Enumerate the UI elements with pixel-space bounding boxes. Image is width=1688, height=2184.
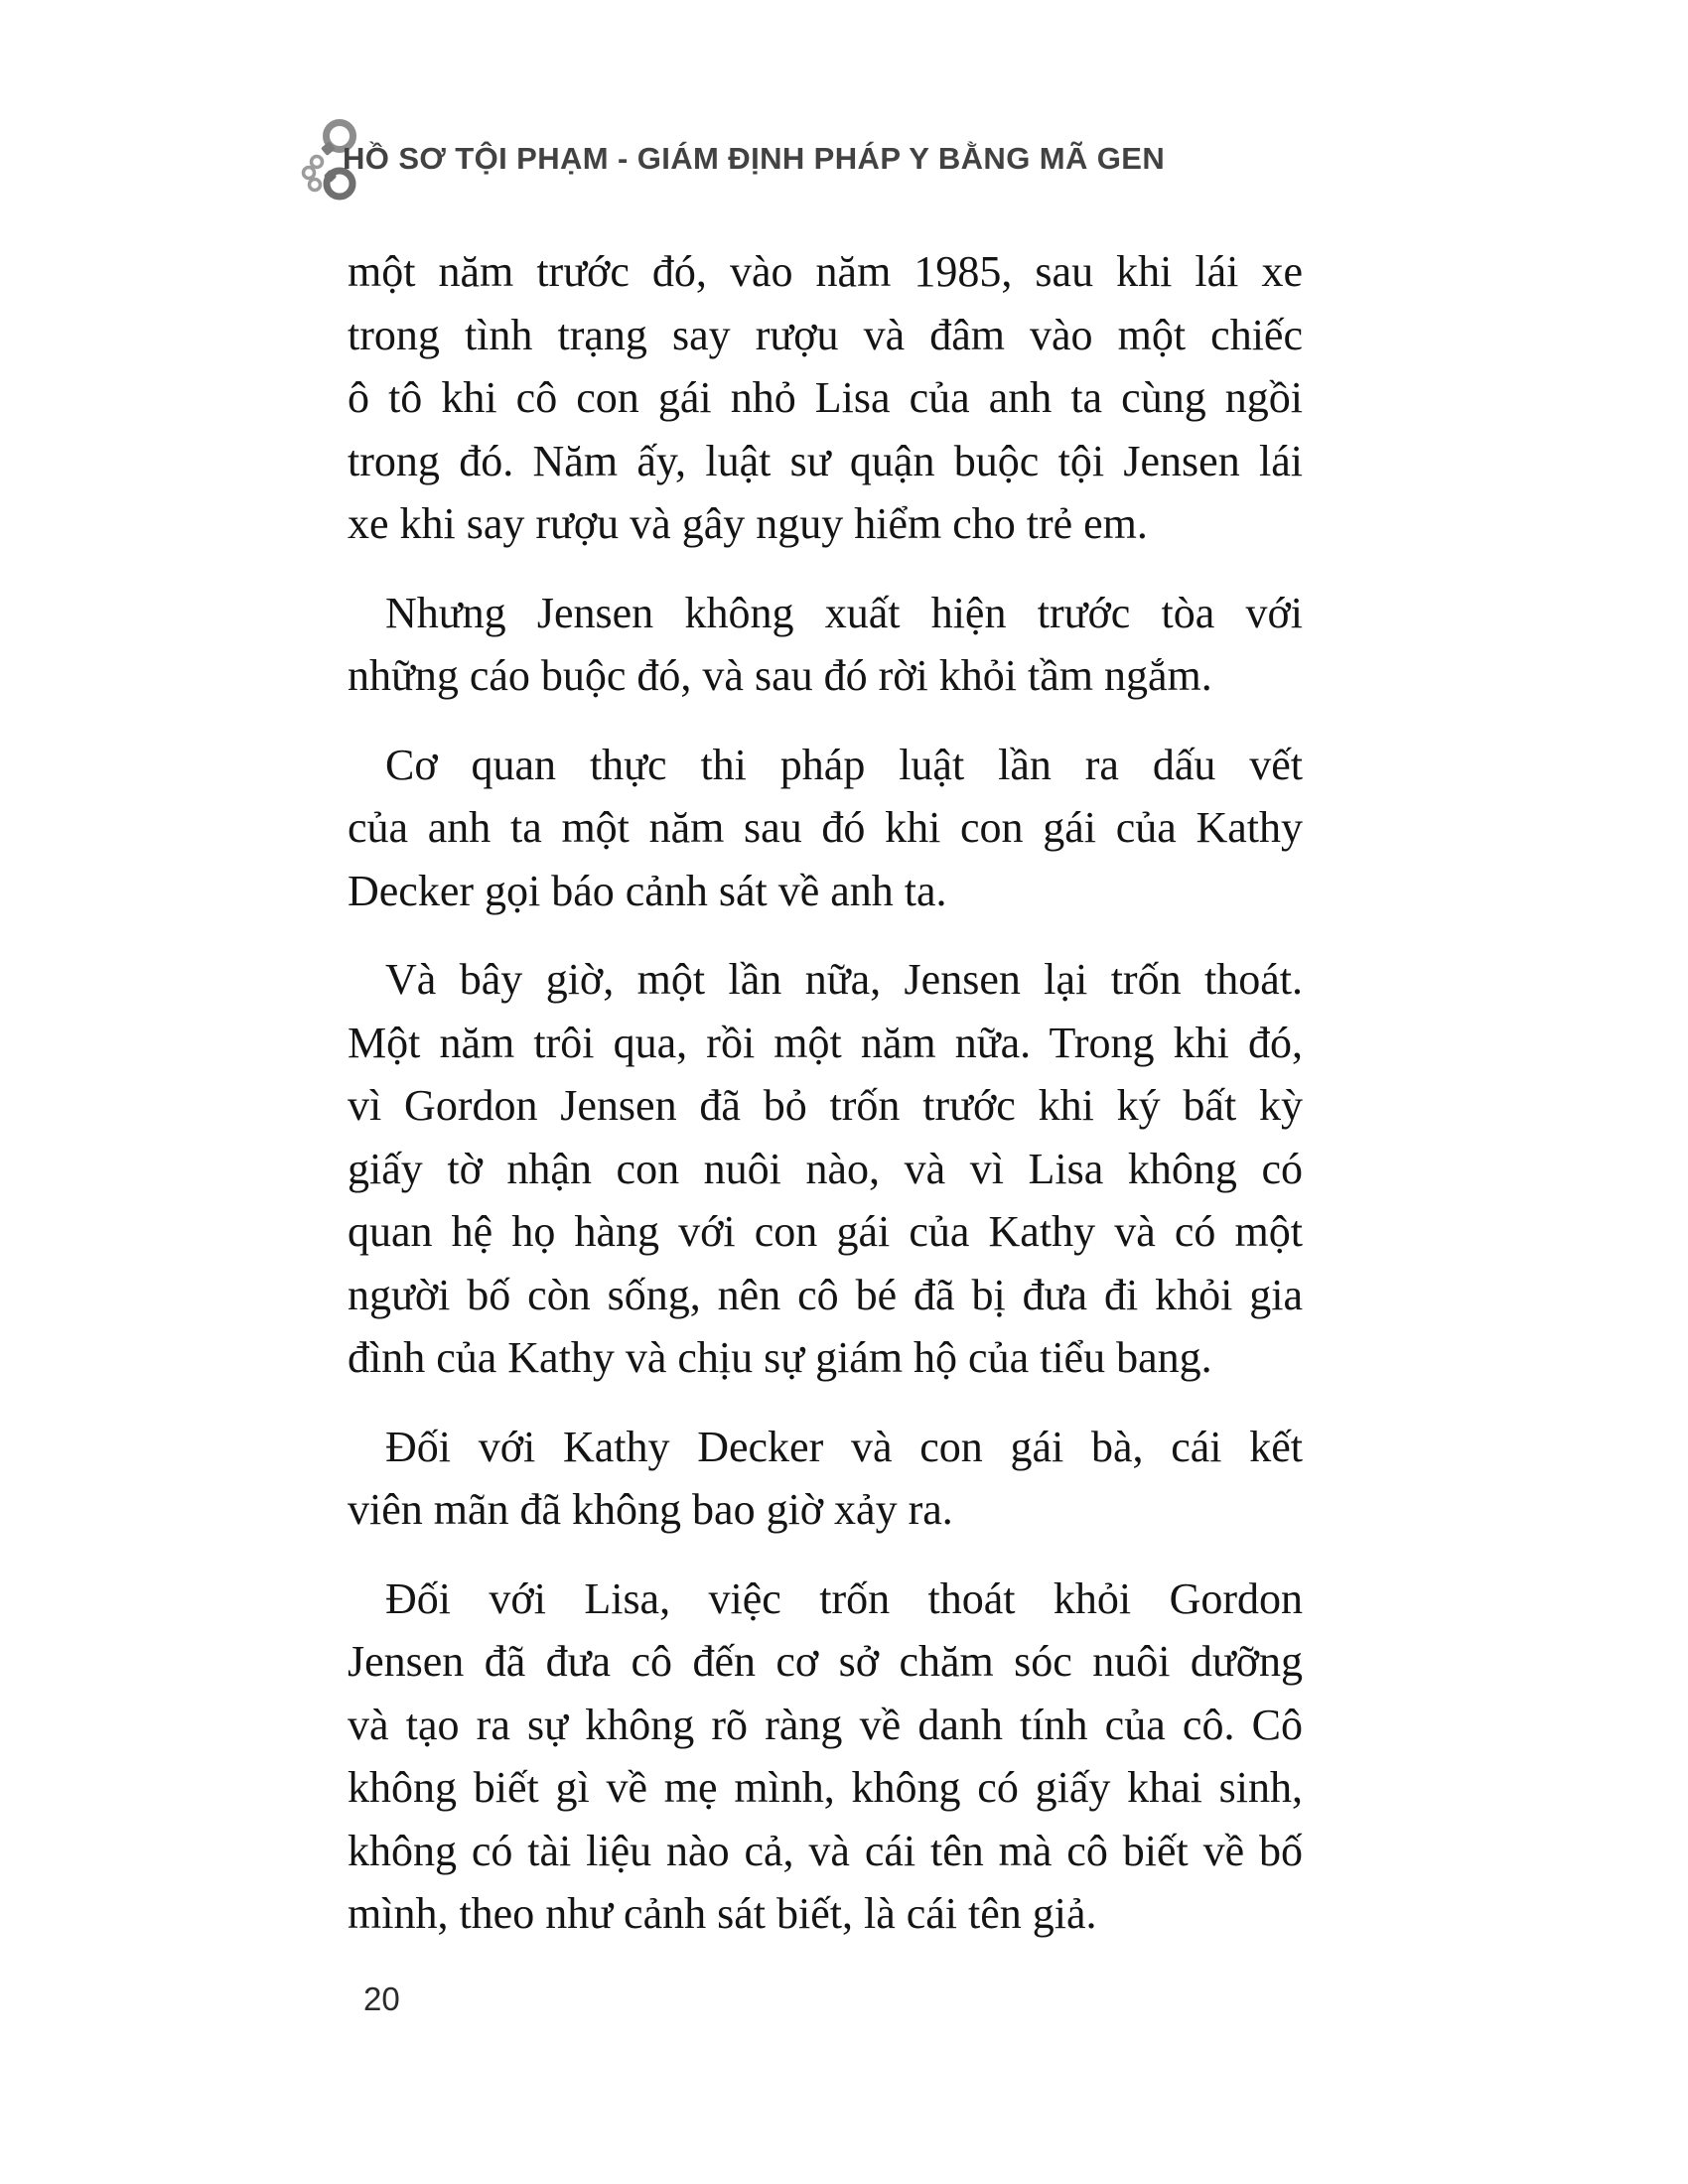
text-line: Và bây giờ, một lần nữa, Jensen lại trốn thoát.: [385, 955, 1303, 1004]
text-line: một năm trước đó, vào năm 1985, sau khi lái xe: [348, 247, 1303, 296]
text-line: mình, theo như cảnh sát biết, là cái tên giả.: [348, 1889, 1097, 1938]
text-line: Đối với Lisa, việc trốn thoát khỏi Gordon: [385, 1573, 1303, 1623]
text-line: Đối với Kathy Decker và con gái bà, cái kết: [385, 1422, 1303, 1471]
paragraph: [348, 582, 1303, 708]
text-line: vì Gordon Jensen đã bỏ trốn trước khi ký bất kỳ: [348, 1081, 1303, 1130]
text-line: những cáo buộc đó, và sau đó rời khỏi tầm ngắm.: [348, 651, 1212, 700]
text-line: người bố còn sống, nên cô bé đã bị đưa đi khỏi gia: [348, 1270, 1303, 1319]
paragraph: [348, 1416, 1303, 1542]
text-line: Một năm trôi qua, rồi một năm nữa. Trong khi đó,: [348, 1018, 1303, 1067]
text-line: ô tô khi cô con gái nhỏ Lisa của anh ta cùng ngồi: [348, 373, 1303, 422]
text-line: xe khi say rượu và gây nguy hiểm cho trẻ em.: [348, 499, 1148, 548]
text-line: viên mãn đã không bao giờ xảy ra.: [348, 1485, 953, 1534]
text-line: Decker gọi báo cảnh sát về anh ta.: [348, 866, 947, 915]
running-header-title: HỒ SƠ TỘI PHẠM - GIÁM ĐỊNH PHÁP Y BẰNG MÃ GEN: [343, 141, 1166, 176]
text-line: Jensen đã đưa cô đến cơ sở chăm sóc nuôi dưỡng: [348, 1637, 1303, 1686]
text-line: Cơ quan thực thi pháp luật lần ra dấu vết: [385, 740, 1303, 789]
text-line: trong tình trạng say rượu và đâm vào một chiếc: [348, 310, 1303, 359]
text-line: đình của Kathy và chịu sự giám hộ của tiểu bang.: [348, 1333, 1212, 1382]
text-line: Nhưng Jensen không xuất hiện trước tòa với: [385, 588, 1303, 637]
text-line: giấy tờ nhận con nuôi nào, và vì Lisa không có: [348, 1144, 1303, 1193]
text-line: quan hệ họ hàng với con gái của Kathy và có một: [348, 1207, 1303, 1256]
body-text: [348, 240, 1303, 1972]
text-line: không biết gì về mẹ mình, không có giấy khai sinh,: [348, 1763, 1303, 1812]
text-line: trong đó. Năm ấy, luật sư quận buộc tội Jensen lái: [348, 436, 1303, 485]
text-line: của anh ta một năm sau đó khi con gái của Kathy: [348, 803, 1303, 852]
paragraph: [348, 240, 1303, 556]
text-line: và tạo ra sự không rõ ràng về danh tính của cô. Cô: [348, 1700, 1303, 1749]
paragraph: [348, 1568, 1303, 1946]
page-number: 20: [363, 1980, 400, 2017]
text-line: không có tài liệu nào cả, và cái tên mà cô biết về bố: [348, 1826, 1303, 1875]
paragraph: [348, 948, 1303, 1390]
paragraph: [348, 734, 1303, 923]
